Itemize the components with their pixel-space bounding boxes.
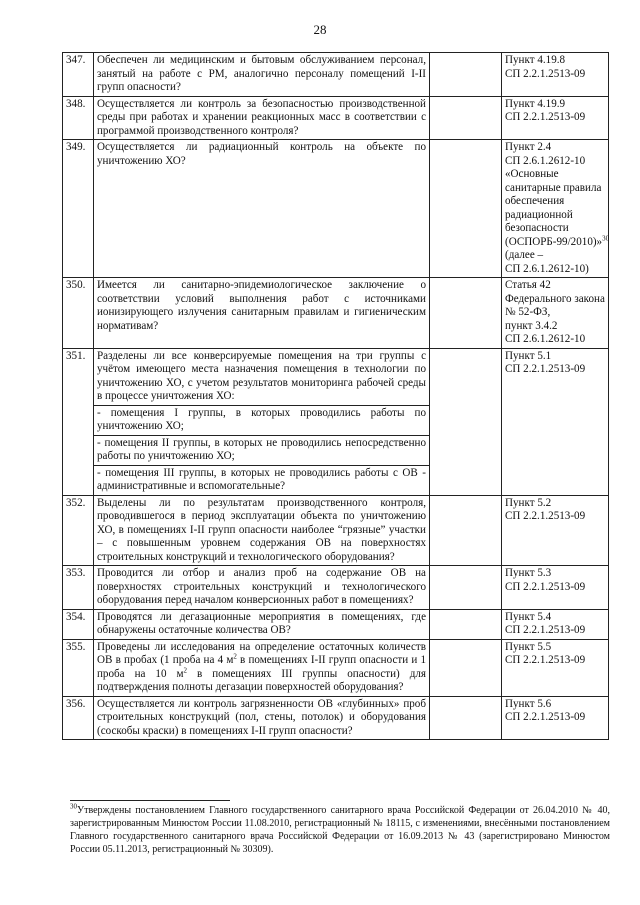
sub-item-text: - помещения II группы, в которых не проводились непосредственно работы по уничтожению ХО; bbox=[94, 435, 430, 465]
question-text: Имеется ли санитарно-эпидемиологическое заключение о соответствии условий выполнения работ с источниками ионизирующего излучения санитарным правилам и гигиеническим нормативам? bbox=[94, 278, 430, 349]
table-row bbox=[63, 609, 609, 639]
checklist-table bbox=[62, 52, 609, 740]
row-number: 356. bbox=[63, 696, 94, 740]
reference-cell: Пункт 5.5 СП 2.2.1.2513-09 bbox=[502, 639, 609, 696]
sub-item-text: - помещения I группы, в которых проводились работы по уничтожению ХО; bbox=[94, 405, 430, 435]
reference-cell: Пункт 5.3 СП 2.2.1.2513-09 bbox=[502, 566, 609, 610]
unit-exponent: 2 bbox=[183, 665, 187, 674]
reference-cell: Пункт 4.19.9 СП 2.2.1.2513-09 bbox=[502, 96, 609, 140]
row-number: 350. bbox=[63, 278, 94, 349]
unit-exponent: 2 bbox=[233, 652, 237, 661]
reference-line: (ОСПОРБ-99/2010)» bbox=[505, 235, 603, 248]
footnote-mark: 30 bbox=[70, 802, 77, 811]
question-text: Проводится ли отбор и анализ проб на содержание ОВ на поверхностях строительных конструкций и технологического оборудования перед началом конверсионных работ в помещениях? bbox=[94, 566, 430, 610]
question-text: Осуществляется ли радиационный контроль на объекте по уничтожению ХО? bbox=[94, 140, 430, 278]
footnote-text: Утверждены постановлением Главного государственного санитарного врача Российской Федерации от 26.04.2010 № 40, зарегистрированным Минюстом России 11.08.2010, регистрационный № 18115, с изменениями, внесёнными постановлением Главного государственного санитарного врача Российской Федерации от 16.09.2013 № 43 (зарегистрировано Минюстом России 05.11.2013, регистрационный № 30309). bbox=[70, 805, 610, 855]
question-fragment: в помещениях I-II групп опасности и 1 проба на 10 м bbox=[97, 654, 426, 680]
reference-cell: Пункт 5.2 СП 2.2.1.2513-09 bbox=[502, 495, 609, 566]
reference-line: обеспечения bbox=[505, 195, 565, 207]
answer-cell bbox=[430, 348, 502, 495]
reference-line: «Основные bbox=[505, 168, 559, 180]
table-row bbox=[63, 566, 609, 610]
reference-line: Пункт 2.4 bbox=[505, 141, 552, 153]
question-fragment: Проведены ли исследования на определение остаточных количеств ОВ в пробах (1 проба на 4 м bbox=[97, 640, 426, 666]
question-text: Разделены ли все конверсируемые помещения на три группы с учётом имеющего места назначения помещения в технологии по уничтожению ХО, с учетом результатов мониторинга рабочей среды в процессе уничтожения ХО: bbox=[94, 348, 430, 405]
footnote-divider bbox=[70, 800, 230, 801]
table-row bbox=[63, 348, 609, 405]
question-fragment: в помещениях III группы опасности) для подтверждения полноты дегазации поверхностей оборудования? bbox=[97, 667, 426, 693]
row-number: 351. bbox=[63, 348, 94, 495]
reference-tail: (далее – СП 2.6.1.2612-10) bbox=[505, 249, 589, 275]
reference-line: безопасности bbox=[505, 222, 569, 234]
row-number: 348. bbox=[63, 96, 94, 140]
answer-cell bbox=[430, 639, 502, 696]
sub-item-text: - помещения III группы, в которых не проводились работы с ОВ - административные и вспомогательные? bbox=[94, 465, 430, 495]
question-text: Выделены ли по результатам производственного контроля, проводившегося в период эксплуатации объекта по уничтожению ХО, в помещениях I-II групп опасности наиболее “грязные” участки – с повышенным уровнем содержания ОВ на поверхностях строительных конструкций и технологического оборудования? bbox=[94, 495, 430, 566]
row-number: 349. bbox=[63, 140, 94, 278]
table-row bbox=[63, 278, 609, 349]
answer-cell bbox=[430, 696, 502, 740]
reference-line: радиационной bbox=[505, 208, 573, 221]
answer-cell bbox=[430, 609, 502, 639]
table-row bbox=[63, 96, 609, 140]
row-number: 353. bbox=[63, 566, 94, 610]
reference-cell: Статья 42 Федерального закона № 52-ФЗ, пункт 3.4.2 СП 2.6.1.2612-10 bbox=[502, 278, 609, 349]
table-row bbox=[63, 53, 609, 97]
question-text bbox=[94, 639, 430, 696]
answer-cell bbox=[430, 96, 502, 140]
row-number: 354. bbox=[63, 609, 94, 639]
footnote-ref: 30 bbox=[602, 233, 610, 242]
table-row bbox=[63, 495, 609, 566]
table-row bbox=[63, 639, 609, 696]
reference-cell: Пункт 4.19.8 СП 2.2.1.2513-09 bbox=[502, 53, 609, 97]
reference-cell: Пункт 5.6 СП 2.2.1.2513-09 bbox=[502, 696, 609, 740]
answer-cell bbox=[430, 566, 502, 610]
question-text: Проводятся ли дегазационные мероприятия в помещениях, где обнаружены остаточные количества ОВ? bbox=[94, 609, 430, 639]
reference-cell bbox=[502, 140, 609, 278]
row-number: 347. bbox=[63, 53, 94, 97]
reference-cell: Пункт 5.4 СП 2.2.1.2513-09 bbox=[502, 609, 609, 639]
answer-cell bbox=[430, 53, 502, 97]
answer-cell bbox=[430, 278, 502, 349]
question-text: Осуществляется ли контроль за безопасностью производственной среды при работах и хранении реакционных масс в соответствии с программой производственного контроля? bbox=[94, 96, 430, 140]
question-text: Обеспечен ли медицинским и бытовым обслуживанием персонал, занятый на работе с РМ, аналогично персоналу помещений I-II групп опасности? bbox=[94, 53, 430, 97]
reference-line: санитарные правила bbox=[505, 181, 602, 194]
reference-line: СП 2.6.1.2612-10 bbox=[505, 154, 586, 167]
answer-cell bbox=[430, 495, 502, 566]
page-number: 28 bbox=[313, 22, 327, 37]
footnote bbox=[70, 804, 610, 856]
question-text: Осуществляется ли контроль загрязненности ОВ «глубинных» проб строительных конструкций (пол, стены, потолок) и оборудования (соскобы краски) в помещениях I-II групп опасности? bbox=[94, 696, 430, 740]
row-number: 355. bbox=[63, 639, 94, 696]
table-row bbox=[63, 696, 609, 740]
answer-cell bbox=[430, 140, 502, 278]
table-row bbox=[63, 140, 609, 278]
reference-cell: Пункт 5.1 СП 2.2.1.2513-09 bbox=[502, 348, 609, 495]
row-number: 352. bbox=[63, 495, 94, 566]
